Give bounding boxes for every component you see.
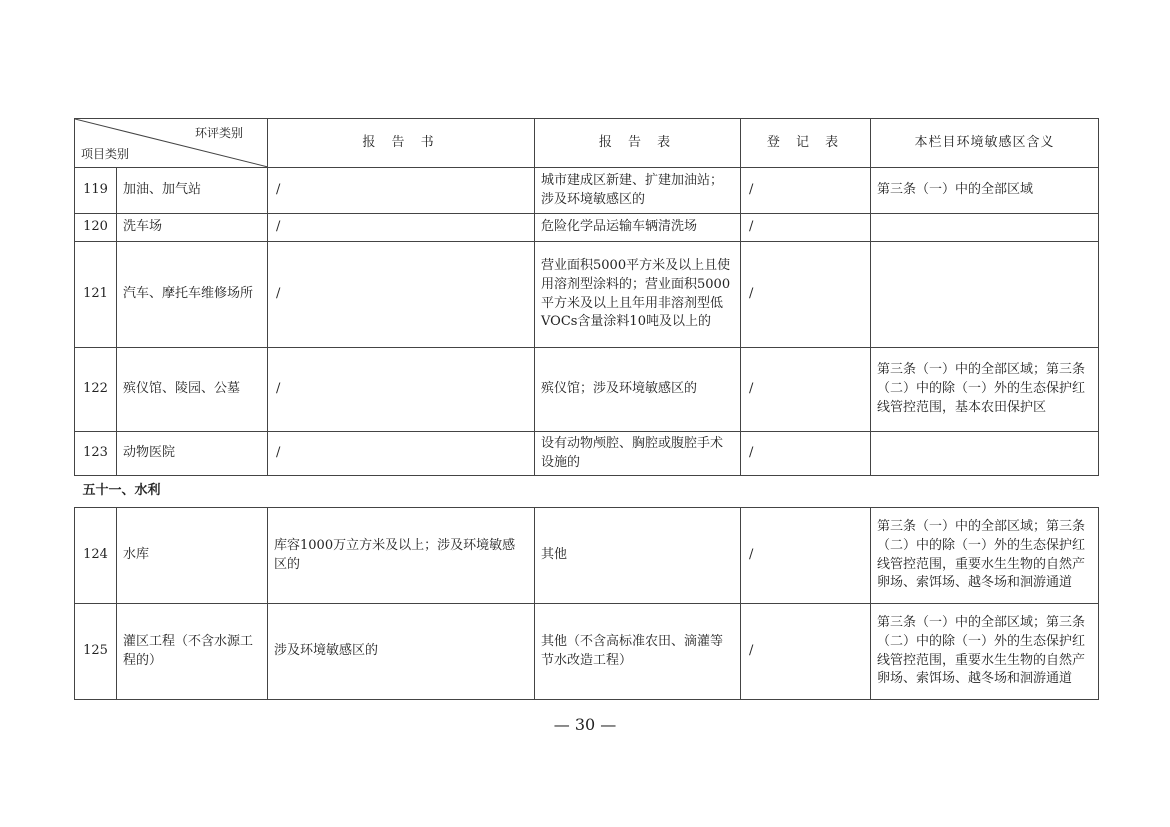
- table-row: [75, 168, 1099, 214]
- row-sensitive: 第三条（一）中的全部区域；第三条（二）中的除（一）外的生态保护红线管控范围，基本农田保护区: [871, 348, 1099, 432]
- row-name: 动物医院: [117, 432, 268, 476]
- table-row: [75, 242, 1099, 348]
- row-number: 125: [75, 604, 117, 700]
- row-book: /: [268, 242, 535, 348]
- row-sensitive: [871, 214, 1099, 242]
- corner-bottom-label: 项目类别: [81, 146, 130, 161]
- row-registration: /: [741, 168, 871, 214]
- table-row: [75, 432, 1099, 476]
- section-title: 五十一、水利: [75, 476, 1099, 508]
- row-number: 119: [75, 168, 117, 214]
- row-name: 洗车场: [117, 214, 268, 242]
- row-form: 城市建成区新建、扩建加油站；涉及环境敏感区的: [535, 168, 741, 214]
- row-number: 122: [75, 348, 117, 432]
- row-book: 库容1000万立方米及以上；涉及环境敏感区的: [268, 508, 535, 604]
- row-number: 120: [75, 214, 117, 242]
- row-form: 设有动物颅腔、胸腔或腹腔手术设施的: [535, 432, 741, 476]
- row-number: 123: [75, 432, 117, 476]
- col-sensitive: 本栏目环境敏感区含义: [871, 119, 1099, 168]
- row-sensitive: 第三条（一）中的全部区域: [871, 168, 1099, 214]
- row-registration: /: [741, 242, 871, 348]
- row-book: /: [268, 214, 535, 242]
- row-registration: /: [741, 214, 871, 242]
- row-name: 水库: [117, 508, 268, 604]
- row-form: 其他: [535, 508, 741, 604]
- row-form: 营业面积5000平方米及以上且使用溶剂型涂料的；营业面积5000平方米及以上且年用非溶剂型低VOCs含量涂料10吨及以上的: [535, 242, 741, 348]
- col-report-book: 报 告 书: [268, 119, 535, 168]
- row-book: /: [268, 432, 535, 476]
- row-name: 汽车、摩托车维修场所: [117, 242, 268, 348]
- row-sensitive: [871, 242, 1099, 348]
- page-number: — 30 —: [553, 715, 617, 734]
- row-book: /: [268, 348, 535, 432]
- row-registration: /: [741, 604, 871, 700]
- row-form: 其他（不含高标准农田、滴灌等节水改造工程）: [535, 604, 741, 700]
- row-sensitive: [871, 432, 1099, 476]
- row-name: 灌区工程（不含水源工程的）: [117, 604, 268, 700]
- row-book: 涉及环境敏感区的: [268, 604, 535, 700]
- corner-top-label: 环评类别: [194, 126, 243, 140]
- row-name: 加油、加气站: [117, 168, 268, 214]
- row-number: 121: [75, 242, 117, 348]
- corner-cell: [75, 119, 268, 168]
- row-registration: /: [741, 348, 871, 432]
- col-registration: 登 记 表: [741, 119, 871, 168]
- row-sensitive: 第三条（一）中的全部区域；第三条（二）中的除（一）外的生态保护红线管控范围，重要水生生物的自然产卵场、索饵场、越冬场和洄游通道: [871, 604, 1099, 700]
- row-registration: /: [741, 508, 871, 604]
- row-sensitive: 第三条（一）中的全部区域；第三条（二）中的除（一）外的生态保护红线管控范围，重要水生生物的自然产卵场、索饵场、越冬场和洄游通道: [871, 508, 1099, 604]
- col-report-form: 报 告 表: [535, 119, 741, 168]
- row-form: 殡仪馆；涉及环境敏感区的: [535, 348, 741, 432]
- classification-table: [74, 118, 1099, 700]
- table-row: [75, 604, 1099, 700]
- table-row: [75, 348, 1099, 432]
- row-form: 危险化学品运输车辆清洗场: [535, 214, 741, 242]
- row-number: 124: [75, 508, 117, 604]
- table-row: [75, 508, 1099, 604]
- row-registration: /: [741, 432, 871, 476]
- row-book: /: [268, 168, 535, 214]
- section-row: [75, 476, 1099, 508]
- row-name: 殡仪馆、陵园、公墓: [117, 348, 268, 432]
- table-header: [75, 119, 1099, 168]
- table-row: [75, 214, 1099, 242]
